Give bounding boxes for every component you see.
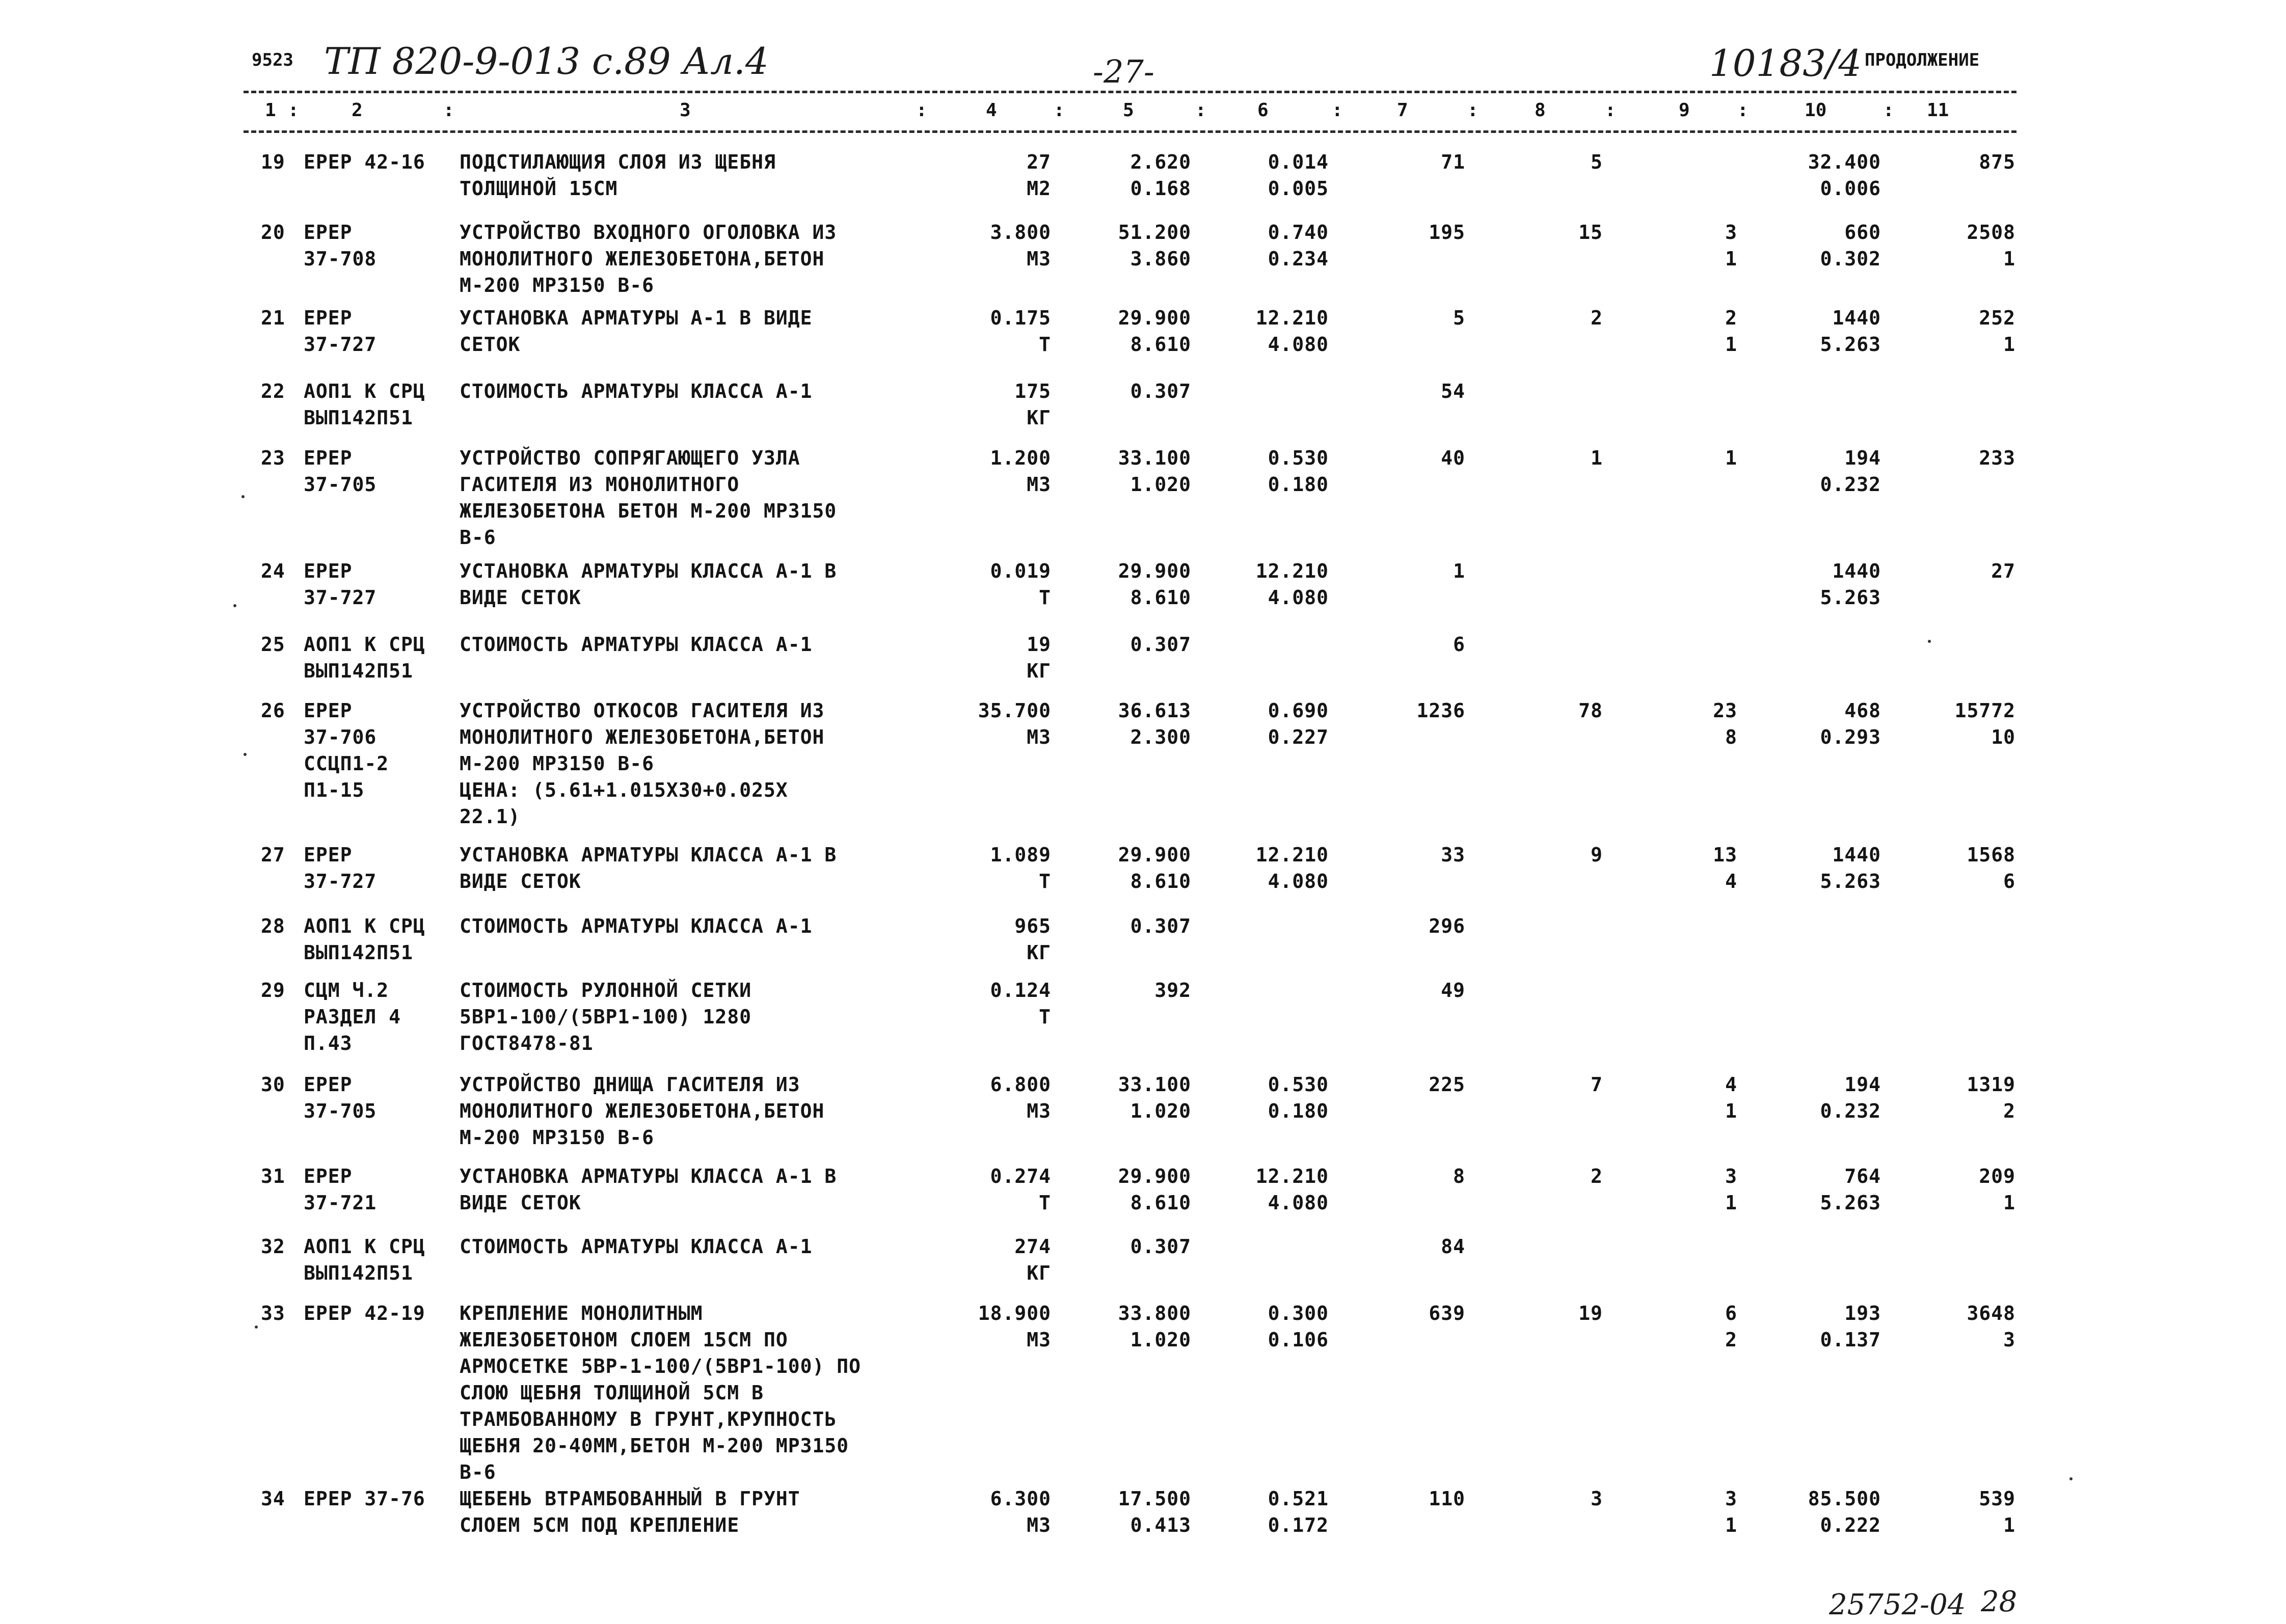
column-separator: : <box>1054 100 1065 121</box>
value-c11: 2 <box>2003 1100 2015 1122</box>
value-c7: 1 <box>1453 560 1465 582</box>
value-c6: 4.080 <box>1268 586 1329 609</box>
value-c11: 27 <box>1991 560 2015 582</box>
scan-speck <box>2069 1477 2073 1480</box>
work-description: МОНОЛИТНОГО ЖЕЛЕЗОБЕТОНА,БЕТОН <box>460 726 825 748</box>
value-c7: 225 <box>1429 1073 1465 1096</box>
work-description: СТОИМОСТЬ АРМАТУРЫ КЛАССА А-1 <box>460 633 813 656</box>
work-description: ЦЕНА: (5.61+1.015Х30+0.025Х <box>460 779 788 801</box>
work-description: М-200 МРЗ150 В-6 <box>460 1126 655 1149</box>
value-c10: 0.232 <box>1820 1100 1881 1122</box>
document-number: 10183/4 <box>1709 42 1862 85</box>
value-c11: 209 <box>1979 1165 2015 1187</box>
value-c10: 660 <box>1844 221 1881 243</box>
column-separator: : <box>1332 100 1343 121</box>
value-c5: 33.100 <box>1118 447 1191 469</box>
value-c9: 3 <box>1725 221 1737 243</box>
work-description: ТРАМБОВАННОМУ В ГРУНТ,КРУПНОСТЬ <box>460 1408 837 1430</box>
value-c5: 1.020 <box>1130 473 1191 496</box>
value-c11: 3 <box>2003 1329 2015 1351</box>
value-c10: 0.222 <box>1820 1514 1881 1536</box>
value-c4: М3 <box>1027 1329 1051 1351</box>
value-c6: 0.530 <box>1268 447 1329 469</box>
value-c10: 194 <box>1844 1073 1881 1096</box>
value-c7: 40 <box>1441 447 1465 469</box>
row-number: 21 <box>261 307 285 329</box>
work-description: УСТАНОВКА АРМАТУРЫ А-1 В ВИДЕ <box>460 307 813 329</box>
value-c8: 7 <box>1591 1073 1603 1096</box>
value-c11: 10 <box>1991 726 2015 748</box>
row-number: 24 <box>261 560 285 582</box>
work-description: ЩЕБНЯ 20-40ММ,БЕТОН М-200 МРЗ150 <box>460 1434 849 1457</box>
scan-speck <box>244 753 247 756</box>
column-header: 3 <box>680 100 691 121</box>
value-c6: 0.300 <box>1268 1302 1329 1324</box>
value-c4: 19 <box>1027 633 1051 656</box>
row-number: 25 <box>261 633 285 656</box>
value-c6: 0.690 <box>1268 699 1329 722</box>
value-c6: 4.080 <box>1268 1192 1329 1214</box>
value-c4: 35.700 <box>978 699 1051 722</box>
column-separator: : <box>288 100 299 121</box>
scan-speck <box>1928 640 1931 643</box>
row-number: 29 <box>261 979 285 1002</box>
work-description: ЩЕБЕНЬ ВТРАМБОВАННЫЙ В ГРУНТ <box>460 1487 800 1510</box>
value-c9: 1 <box>1725 1192 1737 1214</box>
work-description: УСТАНОВКА АРМАТУРЫ КЛАССА А-1 В <box>460 1165 837 1187</box>
value-c4: М2 <box>1027 177 1051 200</box>
value-c9: 1 <box>1725 447 1737 469</box>
header-rule-bottom <box>244 130 2016 133</box>
rate-code: АОП1 К СРЦ ВЫП142П51 <box>304 633 425 682</box>
value-c5: 0.307 <box>1130 1235 1191 1258</box>
work-description: ГОСТ8478-81 <box>460 1032 594 1054</box>
value-c5: 8.610 <box>1130 333 1191 356</box>
value-c5: 1.020 <box>1130 1100 1191 1122</box>
value-c4: Т <box>1039 1006 1051 1028</box>
value-c10: 194 <box>1844 447 1881 469</box>
value-c9: 6 <box>1725 1302 1737 1324</box>
row-number: 31 <box>261 1165 285 1187</box>
value-c5: 8.610 <box>1130 586 1191 609</box>
value-c4: 18.900 <box>978 1302 1051 1324</box>
value-c8: 3 <box>1591 1487 1603 1510</box>
value-c8: 19 <box>1578 1302 1603 1324</box>
value-c7: 8 <box>1453 1165 1465 1187</box>
rate-code: ЕРЕР 42-16 <box>304 151 425 173</box>
value-c5: 0.307 <box>1130 633 1191 656</box>
column-header: 2 <box>352 100 363 121</box>
value-c4: 965 <box>1014 915 1051 937</box>
rate-code: ЕРЕР 37-706 ССЦП1-2 П1-15 <box>304 699 389 801</box>
value-c4: Т <box>1039 1192 1051 1214</box>
value-c4: М3 <box>1027 726 1051 748</box>
value-c9: 3 <box>1725 1165 1737 1187</box>
rate-code: ЕРЕР 37-727 <box>304 560 377 609</box>
value-c8: 78 <box>1578 699 1603 722</box>
value-c5: 29.900 <box>1118 307 1191 329</box>
rate-code: АОП1 К СРЦ ВЫП142П51 <box>304 380 425 429</box>
value-c6: 12.210 <box>1255 1165 1329 1187</box>
work-description: УСТРОЙСТВО ДНИЩА ГАСИТЕЛЯ ИЗ <box>460 1073 800 1096</box>
value-c4: Т <box>1039 586 1051 609</box>
value-c9: 1 <box>1725 1514 1737 1536</box>
value-c5: 17.500 <box>1118 1487 1191 1510</box>
value-c5: 0.413 <box>1130 1514 1191 1536</box>
value-c7: 71 <box>1441 151 1465 173</box>
value-c10: 0.232 <box>1820 473 1881 496</box>
value-c9: 13 <box>1713 844 1737 866</box>
value-c4: КГ <box>1027 1262 1051 1284</box>
column-separator: : <box>1605 100 1616 121</box>
value-c4: М3 <box>1027 1100 1051 1122</box>
value-c11: 1 <box>2003 1514 2015 1536</box>
column-header: 6 <box>1257 100 1269 121</box>
value-c11: 1 <box>2003 1192 2015 1214</box>
work-description: СЛОЕМ 5СМ ПОД КРЕПЛЕНИЕ <box>460 1514 740 1536</box>
value-c7: 1236 <box>1416 699 1465 722</box>
value-c6: 0.530 <box>1268 1073 1329 1096</box>
value-c4: 274 <box>1014 1235 1051 1258</box>
work-description: ВИДЕ СЕТОК <box>460 870 581 892</box>
rate-code: СЦМ Ч.2 РАЗДЕЛ 4 П.43 <box>304 979 401 1054</box>
page-number: -27- <box>1093 53 1154 90</box>
value-c4: 1.089 <box>990 844 1051 866</box>
value-c5: 2.620 <box>1130 151 1191 173</box>
column-separator: : <box>916 100 927 121</box>
value-c7: 296 <box>1429 915 1465 937</box>
work-description: ВИДЕ СЕТОК <box>460 1192 581 1214</box>
work-description: СТОИМОСТЬ РУЛОННОЙ СЕТКИ <box>460 979 752 1002</box>
value-c5: 8.610 <box>1130 870 1191 892</box>
value-c8: 5 <box>1591 151 1603 173</box>
value-c5: 3.860 <box>1130 248 1191 270</box>
value-c10: 5.263 <box>1820 333 1881 356</box>
value-c5: 33.800 <box>1118 1302 1191 1324</box>
value-c6: 0.740 <box>1268 221 1329 243</box>
value-c11: 233 <box>1979 447 2015 469</box>
column-header: 10 <box>1805 100 1827 121</box>
value-c11: 15772 <box>1954 699 2015 722</box>
row-number: 30 <box>261 1073 285 1096</box>
value-c10: 764 <box>1844 1165 1881 1187</box>
value-c8: 15 <box>1578 221 1603 243</box>
column-header: 8 <box>1535 100 1546 121</box>
value-c6: 12.210 <box>1255 560 1329 582</box>
value-c4: М3 <box>1027 1514 1051 1536</box>
value-c7: 84 <box>1441 1235 1465 1258</box>
rate-code: ЕРЕР 37-705 <box>304 1073 377 1122</box>
rate-code: ЕРЕР 37-708 <box>304 221 377 270</box>
value-c11: 1319 <box>1967 1073 2015 1096</box>
column-separator: : <box>1467 100 1478 121</box>
value-c4: КГ <box>1027 941 1051 964</box>
value-c7: 110 <box>1429 1487 1465 1510</box>
value-c11: 3648 <box>1967 1302 2015 1324</box>
scan-speck <box>233 604 236 607</box>
rate-code: ЕРЕР 37-727 <box>304 307 377 356</box>
work-description: УСТРОЙСТВО ОТКОСОВ ГАСИТЕЛЯ ИЗ <box>460 699 825 722</box>
value-c7: 33 <box>1441 844 1465 866</box>
work-description: ТОЛЩИНОЙ 15СМ <box>460 177 618 200</box>
work-description: В-6 <box>460 526 496 549</box>
value-c6: 4.080 <box>1268 870 1329 892</box>
value-c6: 0.014 <box>1268 151 1329 173</box>
value-c7: 5 <box>1453 307 1465 329</box>
value-c9: 2 <box>1725 307 1737 329</box>
value-c4: 0.019 <box>990 560 1051 582</box>
value-c5: 0.168 <box>1130 177 1191 200</box>
value-c6: 0.005 <box>1268 177 1329 200</box>
work-description: М-200 МРЗ150 В-6 <box>460 274 655 296</box>
value-c9: 1 <box>1725 1100 1737 1122</box>
value-c6: 12.210 <box>1255 844 1329 866</box>
value-c4: Т <box>1039 333 1051 356</box>
work-description: МОНОЛИТНОГО ЖЕЛЕЗОБЕТОНА,БЕТОН <box>460 248 825 270</box>
value-c6: 12.210 <box>1255 307 1329 329</box>
value-c9: 1 <box>1725 248 1737 270</box>
value-c7: 6 <box>1453 633 1465 656</box>
value-c11: 875 <box>1979 151 2015 173</box>
value-c11: 252 <box>1979 307 2015 329</box>
value-c8: 1 <box>1591 447 1603 469</box>
value-c4: 0.175 <box>990 307 1051 329</box>
value-c4: М3 <box>1027 248 1051 270</box>
column-separator: : <box>1883 100 1894 121</box>
row-number: 19 <box>261 151 285 173</box>
value-c11: 539 <box>1979 1487 2015 1510</box>
column-separator: : <box>443 100 454 121</box>
work-description: ВИДЕ СЕТОК <box>460 586 581 609</box>
value-c4: 6.300 <box>990 1487 1051 1510</box>
value-c9: 3 <box>1725 1487 1737 1510</box>
value-c5: 2.300 <box>1130 726 1191 748</box>
value-c11: 1 <box>2003 248 2015 270</box>
value-c6: 0.180 <box>1268 1100 1329 1122</box>
column-separator: : <box>1195 100 1206 121</box>
value-c5: 29.900 <box>1118 844 1191 866</box>
value-c4: 6.800 <box>990 1073 1051 1096</box>
value-c5: 0.307 <box>1130 915 1191 937</box>
work-description: СТОИМОСТЬ АРМАТУРЫ КЛАССА А-1 <box>460 1235 813 1258</box>
work-description: УСТРОЙСТВО СОПРЯГАЮЩЕГО УЗЛА <box>460 447 800 469</box>
value-c6: 0.521 <box>1268 1487 1329 1510</box>
value-c4: 27 <box>1027 151 1051 173</box>
value-c4: 3.800 <box>990 221 1051 243</box>
scan-speck <box>255 1325 258 1329</box>
rate-code: ЕРЕР 37-76 <box>304 1487 425 1510</box>
sheet-code: 9523 <box>252 50 293 70</box>
value-c11: 6 <box>2003 870 2015 892</box>
rate-code: ЕРЕР 42-19 <box>304 1302 425 1324</box>
value-c9: 4 <box>1725 1073 1737 1096</box>
row-number: 23 <box>261 447 285 469</box>
value-c10: 1440 <box>1832 844 1881 866</box>
value-c6: 0.172 <box>1268 1514 1329 1536</box>
value-c10: 193 <box>1844 1302 1881 1324</box>
column-header: 11 <box>1927 100 1949 121</box>
value-c4: 1.200 <box>990 447 1051 469</box>
work-description: УСТАНОВКА АРМАТУРЫ КЛАССА А-1 В <box>460 844 837 866</box>
value-c11: 1568 <box>1967 844 2015 866</box>
value-c6: 4.080 <box>1268 333 1329 356</box>
work-description: ПОДСТИЛАЮЩИЯ СЛОЯ ИЗ ЩЕБНЯ <box>460 151 776 173</box>
rate-code: АОП1 К СРЦ ВЫП142П51 <box>304 915 425 964</box>
value-c10: 1440 <box>1832 560 1881 582</box>
value-c9: 4 <box>1725 870 1737 892</box>
value-c4: КГ <box>1027 407 1051 429</box>
footer-reference: 25752-04 <box>1829 1588 1966 1621</box>
value-c5: 8.610 <box>1130 1192 1191 1214</box>
work-description: М-200 МРЗ150 В-6 <box>460 752 655 775</box>
value-c10: 32.400 <box>1808 151 1881 173</box>
work-description: АРМОСЕТКЕ 5ВР-1-100/(5ВР1-100) ПО <box>460 1355 861 1377</box>
value-c5: 33.100 <box>1118 1073 1191 1096</box>
header-rule-top <box>244 91 2016 93</box>
value-c4: М3 <box>1027 473 1051 496</box>
value-c4: 0.124 <box>990 979 1051 1002</box>
work-description: 22.1) <box>460 805 521 828</box>
work-description: СТОИМОСТЬ АРМАТУРЫ КЛАССА А-1 <box>460 380 813 402</box>
value-c9: 2 <box>1725 1329 1737 1351</box>
value-c10: 0.302 <box>1820 248 1881 270</box>
work-description: КРЕПЛЕНИЕ МОНОЛИТНЫМ <box>460 1302 703 1324</box>
value-c10: 1440 <box>1832 307 1881 329</box>
value-c11: 1 <box>2003 333 2015 356</box>
value-c7: 639 <box>1429 1302 1465 1324</box>
continuation-label: ПРОДОЛЖЕНИЕ <box>1865 50 1980 70</box>
value-c10: 0.293 <box>1820 726 1881 748</box>
value-c7: 49 <box>1441 979 1465 1002</box>
value-c10: 85.500 <box>1808 1487 1881 1510</box>
rate-code: ЕРЕР 37-721 <box>304 1165 377 1214</box>
value-c6: 0.227 <box>1268 726 1329 748</box>
value-c10: 5.263 <box>1820 586 1881 609</box>
value-c10: 0.137 <box>1820 1329 1881 1351</box>
row-number: 20 <box>261 221 285 243</box>
value-c5: 51.200 <box>1118 221 1191 243</box>
value-c6: 0.106 <box>1268 1329 1329 1351</box>
rate-code: ЕРЕР 37-705 <box>304 447 377 496</box>
value-c10: 5.263 <box>1820 870 1881 892</box>
row-number: 32 <box>261 1235 285 1258</box>
work-description: ЖЕЛЕЗОБЕТОНА БЕТОН М-200 МРЗ150 <box>460 500 837 522</box>
value-c9: 23 <box>1713 699 1737 722</box>
value-c10: 468 <box>1844 699 1881 722</box>
work-description: СТОИМОСТЬ АРМАТУРЫ КЛАССА А-1 <box>460 915 813 937</box>
value-c5: 0.307 <box>1130 380 1191 402</box>
work-description: В-6 <box>460 1461 496 1483</box>
value-c7: 54 <box>1441 380 1465 402</box>
value-c4: Т <box>1039 870 1051 892</box>
value-c11: 2508 <box>1967 221 2015 243</box>
rate-code: АОП1 К СРЦ ВЫП142П51 <box>304 1235 425 1284</box>
footer-page: 28 <box>1981 1585 2018 1618</box>
value-c5: 392 <box>1154 979 1191 1002</box>
value-c4: 0.274 <box>990 1165 1051 1187</box>
value-c8: 9 <box>1591 844 1603 866</box>
scan-speck <box>241 495 245 498</box>
project-code: ТП 820-9-013 с.89 Ал.4 <box>324 40 769 83</box>
value-c4: 175 <box>1014 380 1051 402</box>
value-c5: 1.020 <box>1130 1329 1191 1351</box>
row-number: 26 <box>261 699 285 722</box>
value-c9: 8 <box>1725 726 1737 748</box>
value-c8: 2 <box>1591 307 1603 329</box>
column-header: 7 <box>1397 100 1408 121</box>
work-description: 5ВР1-100/(5ВР1-100) 1280 <box>460 1006 752 1028</box>
column-header: 4 <box>986 100 997 121</box>
value-c6: 0.234 <box>1268 248 1329 270</box>
work-description: ЖЕЛЕЗОБЕТОНОМ СЛОЕМ 15СМ ПО <box>460 1329 788 1351</box>
work-description: СЛОЮ ЩЕБНЯ ТОЛЩИНОЙ 5СМ В <box>460 1382 764 1404</box>
rate-code: ЕРЕР 37-727 <box>304 844 377 892</box>
value-c5: 29.900 <box>1118 560 1191 582</box>
value-c5: 36.613 <box>1118 699 1191 722</box>
work-description: МОНОЛИТНОГО ЖЕЛЕЗОБЕТОНА,БЕТОН <box>460 1100 825 1122</box>
column-separator: : <box>1737 100 1749 121</box>
value-c7: 195 <box>1429 221 1465 243</box>
row-number: 33 <box>261 1302 285 1324</box>
column-header: 5 <box>1123 100 1134 121</box>
work-description: СЕТОК <box>460 333 521 356</box>
value-c10: 5.263 <box>1820 1192 1881 1214</box>
work-description: УСТРОЙСТВО ВХОДНОГО ОГОЛОВКА ИЗ <box>460 221 837 243</box>
row-number: 34 <box>261 1487 285 1510</box>
work-description: УСТАНОВКА АРМАТУРЫ КЛАССА А-1 В <box>460 560 837 582</box>
row-number: 28 <box>261 915 285 937</box>
value-c8: 2 <box>1591 1165 1603 1187</box>
value-c6: 0.180 <box>1268 473 1329 496</box>
row-number: 22 <box>261 380 285 402</box>
column-header: 1 <box>265 100 276 121</box>
row-number: 27 <box>261 844 285 866</box>
column-header: 9 <box>1679 100 1690 121</box>
value-c5: 29.900 <box>1118 1165 1191 1187</box>
value-c4: КГ <box>1027 660 1051 682</box>
value-c9: 1 <box>1725 333 1737 356</box>
work-description: ГАСИТЕЛЯ ИЗ МОНОЛИТНОГО <box>460 473 740 496</box>
value-c10: 0.006 <box>1820 177 1881 200</box>
